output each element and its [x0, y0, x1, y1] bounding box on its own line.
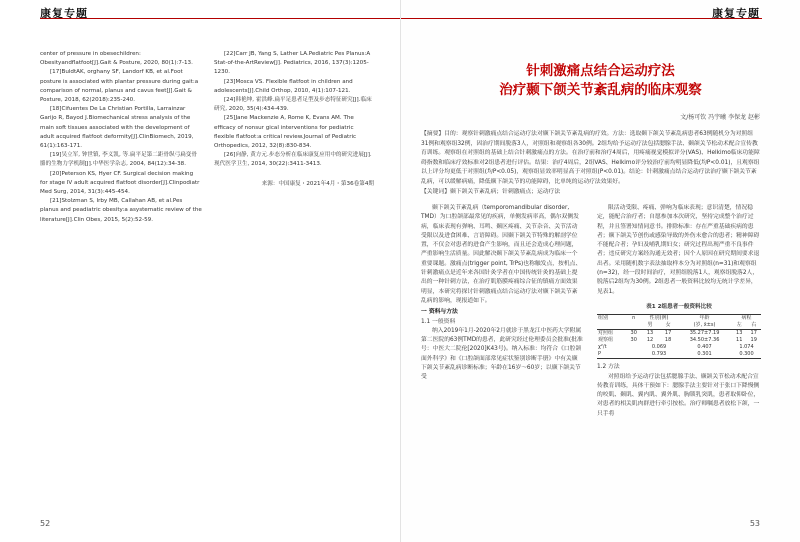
header-rule-left [40, 18, 400, 19]
table-row [597, 337, 761, 344]
table-subheader-row [597, 322, 761, 330]
reference-item: [19]吴立军, 钟世镇, 李义凯, 等.扁平足第二距骨纵弓扁变骨骼的生物力学机制[J].中华医学杂志, 2004, 84(12):34-38. [40, 152, 197, 168]
right-page [400, 0, 800, 542]
reference-item: [22]Carr JB, Yang S, Lather LA.Pediatric Pes Planus:A Stat-of-the-ArtReview[J]. Pediatrics, 2016, 137(3):1205-1230. [214, 51, 371, 76]
reference-item: [17]BuldtAK, orghany SF, Landorf KB, et al.Foot posture is associated with plantar pressure during gait:a comparison of normal, planus and cavus feet[J].Gait & Posture, 2018, 62(2018):235-240. [40, 69, 199, 104]
table-row [597, 344, 761, 351]
table-cell: 30 [630, 330, 637, 337]
page-number-left: 52 [40, 519, 51, 528]
abstract-text: 【摘要】目的：观察针刺激痛点结合运动疗法对颞下颌关节紊乱病的疗效。方法：选取颞下颌关节紊乱病患者63例随机分为对照组31例和观察组32例，因治疗期间脱落3人，对照组和观察组各30例。2组均给予运动疗法包括腮腺手法、颞颌关节松动术配合宣传教育训练。观察组在对照组的基础上结合针刺激痛点的方法。在治疗前和治疗4周后，用疼痛视觉模拟评分(VAS)、Helkimo临床功能障碍指数和临床疗效标准对2组患者进行评估。结果：治疗4周后，2组VAS、Helkimo评分较治疗前均明显降低(均P<0.01)，且观察组以上评分均更低于对照组(均P<0.05)，观察组显效率明显高于对照组(P<0.01)。结论：针刺激痛点结合运动疗法治疗颞下颌关节紊乱病，可以缓解病痛，降低颞下颌关节的功能障碍，比单纯的运动疗法效果好。 [421, 131, 760, 185]
body-paragraph: 对照组给予运动疗法包括腮腺手法、颞颌关节松动术配合宣传教育训练，具体干预如下：腮腺手法主要针对于张口下降慢侧的咬肌、颞肌、翼内肌、翼外肌、胸锁乳突肌，患者取仰卧位，对患者的相关肌肉群进行牵引按松。治疗师嘱患者放松下颌，一只手将 [597, 373, 760, 417]
body-col2 [597, 204, 761, 419]
reference-item: [25]Jane Mackenzie A, Rome K, Evans AM. The efficacy of nonsur gical interventions for pediatric flexible flatfoot:a critical review.Journal of Pediatric Orthopedics, 2012, 32(8):830-834. [214, 115, 357, 150]
table-header-cell [597, 322, 626, 330]
subsection-heading: 1.1 一般资料 [421, 318, 456, 325]
table-cell: 35.27±7.19 [689, 330, 720, 337]
table-cell: 12 [646, 337, 654, 344]
table-cell: 18 [664, 337, 672, 344]
table-cell [626, 344, 641, 351]
section-label-left: 康复专题 [40, 7, 88, 20]
table-row [597, 351, 761, 359]
subsection-heading: 1.2 方法 [597, 364, 620, 371]
reference-item: [18]Cifuentes De La Christian Portilla, Larrainzar Garijo R, Bayod J.Biomechanical stress analysis of the main soft tissues associated with the development of adult acquired flatfoot deformity[J].ClinBiomech, 2019, 61(1):163-171. [40, 106, 194, 150]
left-references-col1 [40, 50, 202, 225]
body-col1 [421, 204, 583, 383]
body-paragraph: 限活动受限、疼痛、弹响为临床表现；意识清楚，情况稳定，能配合治疗者；自愿参加本次研究，坚持完成整个治疗过程，并且签署知情同意书。排除标准：存在严重基础疾病的患者；颞下颌关节创伤或感染导致的外伤未愈合的患者；精神障碍不能配合者；孕妇及哺乳期妇女；研究过程出现严重不良事件者；违反研究方案经沟通无效者；因个人原因在研究期间要求退出者。采用随机数字表法抽取样本分为对照组(n=31)和观察组(n=32)，经一段时间治疗，对照组脱落1人，观察组脱落2人，脱落后2组均为30例。2组患者一般资料比较均无统计学差异，见表1。 [597, 205, 760, 295]
table-caption: 表1 2组患者一般资料比较 [646, 303, 712, 310]
table-cell: 观察组 [598, 337, 614, 344]
table-header-cell: 女 [659, 322, 677, 330]
table-cell: 对照组 [598, 330, 614, 337]
reference-item: center of pressure in obesechildren: Obesityandflatfoot[J].Gait & Posture, 2020, 80(1):7-13. [40, 51, 193, 67]
body-paragraph: 纳入2019年1月-2020年2月就诊于黑龙江中医药大学附属第二医院的63例TMD的患者，此研究经过伦理委员会批准(批准号：中医大二院伦[2020]K43号)。纳入标准：均符合《口腔颌面外科学》和《口腔颌面部常见症状鉴别诊断手册》中有关颞下颌关节紊乱病诊断标准；年龄在16岁～60岁；以颞下颌关节受 [421, 327, 583, 381]
table-header-cell: n [626, 315, 641, 323]
source-note: 来源：中国康复・2021年4月・第36卷第4期 [261, 180, 374, 187]
table-cell: 0.069 [651, 344, 667, 351]
table-cell: 0.793 [641, 351, 677, 359]
article-authors: 文/杨可钦 冯宇曦 李保龙 赵彬 [680, 114, 760, 121]
table-cell: P [597, 351, 626, 359]
table-cell [626, 351, 641, 359]
table-header-cell: (岁, x̄±s) [677, 322, 732, 330]
table-cell: 0.407 [697, 344, 712, 351]
reference-item: [26]向静, 黄方元.步态分析在临床康复应用中的研究进展[J].现代医学卫生, 2014, 30(22):3411-3413. [214, 152, 372, 168]
reference-item: [20]Peterson KS, Hyer CF. Surgical decision making for stage IV adult acquired flatfoot disorder[J].Clinpodiatr Med Surg, 2014, 31(3):445-454. [40, 170, 200, 196]
table-header-cell: 男 [641, 322, 659, 330]
table-cell: 34.50±7.36 [689, 337, 720, 344]
table-row [597, 330, 761, 338]
table-cell: 30 [630, 337, 637, 344]
reference-item: [23]Mosca VS. Flexible flatfoot in children and adolescents[J].Child Orthop, 2010, 4(1):107-121. [214, 78, 353, 94]
section-heading: 一 资料与方法 [421, 309, 458, 316]
table-header-cell: 右 [746, 322, 761, 330]
table-cell: 17 [664, 330, 672, 337]
article-title-line2: 治疗颞下颌关节紊乱病的临床观察 [499, 82, 702, 98]
table-cell: χ²/t [598, 344, 607, 351]
table-cell: 13 [646, 330, 654, 337]
table-header-cell: 左 [732, 322, 747, 330]
article-title [401, 62, 800, 100]
table-cell: 1.074 [739, 344, 754, 351]
table-header-cell [626, 322, 641, 330]
table-cell: 0.300 [732, 351, 761, 359]
table-header-cell: 性别(例) [641, 315, 677, 323]
table-cell: 0.301 [677, 351, 732, 359]
article-title-line1: 针刺激痛点结合运动疗法 [526, 63, 675, 79]
keywords: 【关键词】颞下颌关节紊乱病；针刺激痛点；运动疗法 [421, 189, 561, 195]
header-rule-right [401, 18, 762, 19]
article-abstract [421, 130, 760, 198]
reference-item: [24]韩艳坤, 霍洪峰.扁平足患者足型及步态特征研究[J].临床研究, 2020, 35(4):434-439. [214, 97, 372, 113]
reference-item: [21]Stolzman S, Irby MB, Callahan AB, et al.Pes planus and peadiatric obesity:a asystematic review of the literature[J].Clin Obes, 2015, 5(2):52-59. [40, 198, 202, 223]
table-cell: 13 [736, 330, 743, 337]
table-header-cell: 病程 [732, 315, 761, 323]
table-header-cell: 年龄 [677, 315, 732, 323]
table-cell: 11 [736, 337, 743, 344]
table-cell: 17 [750, 330, 757, 337]
table-header-cell: 组别 [597, 315, 626, 323]
table-cell: 19 [750, 337, 757, 344]
left-references-col2 [214, 50, 374, 189]
body-paragraph: 颞下颌关节紊乱病（temporomandibular disorder, TMD）为口腔颌部最常见的疾病，单侧发病率高，偶尔双侧发病，临床表现有弹响、耳鸣、颞区疼痛、关节杂音、关节活动受限以及进食困难、言语障碍。因颞下颌关节特殊的解剖学位置，不仅会对患者的进食产生影响，而且还会造成心理问题，严重影响生活质量。因此解决颞下颌关节紊乱病成为临床一个重要课题。激痛点(trigger point, TrPs)也称触发点，按机点、针刺激痛点是近年来各国针灸学者在中国传统针灸的基础上提出的一种针刺方法，在治疗肌筋膜疼痛综合征的镇痛方面效果明显，本研究将探讨针刺激痛点结合运动疗法对颞下颌关节紊乱病的影响，现报道如下。 [421, 205, 582, 304]
baseline-table [597, 314, 761, 359]
page-number-right: 53 [749, 519, 760, 528]
section-label-right: 康复专题 [712, 7, 760, 20]
